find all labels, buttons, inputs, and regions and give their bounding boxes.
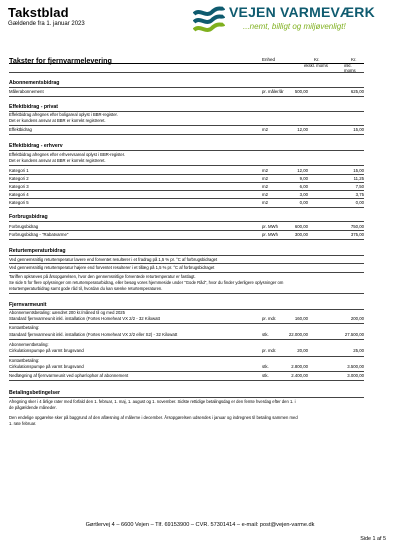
table-row: [9, 363, 364, 370]
logo-slogan: ...nemt, billigt og miljøvenligt!: [243, 22, 346, 31]
row-unit: m2: [262, 184, 268, 189]
row-unit: stk.: [262, 373, 269, 378]
row-label: Forbrugsbidrag: [9, 224, 39, 229]
divider: [9, 165, 364, 166]
divider: [9, 272, 364, 273]
divider: [9, 96, 364, 97]
row-unit: m2: [262, 127, 268, 132]
valid-from-text: Gældende fra 1. januar 2023: [8, 21, 85, 27]
section-heading: Betalingsbetingelser: [9, 390, 61, 396]
row-label: Kategori 2: [9, 176, 29, 181]
note-text: Effektbidrag afregnes efter erhvervsareal oplyst i BBR-register.: [9, 152, 126, 157]
divider: [9, 134, 364, 135]
row-incl: 25,00: [353, 348, 364, 353]
row-excl: 300,00: [294, 232, 308, 237]
divider: [9, 339, 364, 340]
row-unit: pr. MWh: [262, 224, 278, 229]
row-unit: pr. mdr.: [262, 316, 277, 321]
row-incl: 0,00: [355, 200, 364, 205]
paragraph: returtemperaturbidrag samt gode råd til, hvordan du kan sænke returtemperaturen.: [9, 286, 163, 291]
row-label: Målerabonnement: [9, 89, 44, 94]
paragraph: Den endelige opgørelse sker på baggrund af den aflæsning af målerne i december. Årsopgørelsen udsendes i januar og indregnes til betaling sammen med: [9, 415, 298, 420]
divider: [9, 293, 364, 294]
row-excl: 6,00: [299, 184, 308, 189]
row-excl: 20,00: [297, 348, 308, 353]
paragraph: 1. rate februar.: [9, 421, 37, 426]
note-text: Det er kundens ansvar at BBR er korrekt registreret.: [9, 118, 106, 123]
divider: [9, 150, 364, 151]
divider: [9, 323, 364, 324]
table-row: [9, 88, 364, 95]
note-text: Kontantbetaling:: [9, 358, 40, 363]
table-title: Takster for fjernvarmelevering: [9, 56, 112, 65]
row-incl: 3,75: [355, 192, 364, 197]
table-row: [9, 231, 364, 238]
row-incl: 15,00: [353, 127, 364, 132]
row-label: Standard fjernvarmeunit inkl. installation (Fortes Homeheat VX 2/2 eller S2) - 32 Kilowatt: [9, 332, 178, 337]
table-row: [9, 315, 364, 322]
divider: [9, 72, 364, 73]
table-row: [9, 175, 364, 182]
divider: [9, 239, 364, 240]
table-row: [9, 167, 364, 174]
row-incl: 625,00: [350, 89, 364, 94]
section-heading: Effektbidrag - privat: [9, 104, 59, 110]
table-row: [9, 199, 364, 206]
note-text: Abonnementbetaling:: [9, 342, 49, 347]
divider: [9, 255, 364, 256]
row-excl: 12,00: [297, 168, 308, 173]
row-label: Cirkulationspumpe på varmt brugsvand: [9, 348, 84, 353]
row-excl: 12,00: [297, 127, 308, 132]
table-row: [9, 183, 364, 190]
paragraph: Ved gennemsnitlig returtemperatur højere end forventet resulterer i et tillæg på 1,5 % pr. °C af forbrugsbidraget: [9, 265, 215, 270]
row-label: Cirkulationspumpe på varmt brugsvand: [9, 364, 84, 369]
column-kr-excl: Kr.: [314, 57, 320, 62]
section-heading: Returtemperaturbidrag: [9, 248, 66, 254]
table-row: [9, 126, 364, 133]
paragraph: Se side 5 for flere oplysninger om returtemperaturbidrag, eller besøg vores hjemmeside under "Gode Råd", hvor du finder yderligere oplysninger om: [9, 280, 284, 285]
page-title: Takstblad: [8, 5, 69, 20]
row-incl: 11,25: [353, 176, 364, 181]
paragraph: Afregning sker i 4 årlige rater med forfald den 1. februar, 1. maj, 1. august og 1. november. Sidste rettidige betalingsdag er den femte hverdag efter den 1. i: [9, 399, 296, 404]
table-row: [9, 223, 364, 230]
section-heading: Effektbidrag - erhverv: [9, 143, 63, 149]
row-excl: 600,00: [294, 224, 308, 229]
row-excl: 22.000,00: [288, 332, 308, 337]
row-incl: 3.500,00: [347, 364, 364, 369]
row-excl: 0,00: [299, 200, 308, 205]
divider: [9, 63, 364, 64]
row-incl: 15,00: [353, 168, 364, 173]
column-sub-excl: ekskl. moms: [304, 63, 328, 68]
column-unit: Enhed: [262, 57, 276, 62]
note-text: Abonnementsbetaling: uændret 200 kr./måned til og med 2025: [9, 310, 125, 315]
row-incl: 27.500,00: [344, 332, 364, 337]
column-kr-incl: Kr.: [351, 57, 357, 62]
row-incl: 375,00: [350, 232, 364, 237]
row-label: Kategori 3: [9, 184, 29, 189]
divider: [9, 221, 364, 222]
row-unit: pr. mdr.: [262, 348, 277, 353]
row-unit: m2: [262, 176, 268, 181]
row-incl: 7,50: [355, 184, 364, 189]
waves-logo-icon: [193, 4, 225, 34]
row-excl: 160,00: [294, 316, 308, 321]
row-unit: m2: [262, 192, 268, 197]
row-unit: pr. måler/år: [262, 89, 284, 94]
row-incl: 750,00: [350, 224, 364, 229]
row-label: Kategori 4: [9, 192, 29, 197]
row-unit: stk.: [262, 364, 269, 369]
row-incl: 200,00: [350, 316, 364, 321]
divider: [9, 397, 364, 398]
footer-address: Gørtlervej 4 – 6600 Vejen – Tlf. 69153900 – CVR. 57301414 – e-mail: post@vejen-varme.dk: [85, 522, 315, 528]
row-label: Standard fjernvarmeunit inkl. installation (Fortes Homeheat VX 2/2 - 32 Kilowatt: [9, 316, 160, 321]
table-row: [9, 331, 364, 338]
paragraph: Tariffen opkræves på årsopgørelsen, hvor den gennemsnitlige forventede returtemperatur er fastlagt.: [9, 274, 196, 279]
row-label: Forbrugsbidrag - "Rabatvarme": [9, 232, 69, 237]
divider: [9, 356, 364, 357]
row-excl: 500,00: [294, 89, 308, 94]
divider: [9, 263, 364, 264]
row-label: Effektbidrag: [9, 127, 32, 132]
section-heading: Forbrugsbidrag: [9, 214, 48, 220]
row-unit: stk.: [262, 332, 269, 337]
paragraph: Ved gennemsnitlig returtemperatur lavere end forventet resulterer i et fradrag på 1,5 % pr. °C af forbrugsbidraget: [9, 257, 218, 262]
page-number: Side 1 af 5: [360, 536, 386, 542]
row-excl: 3,00: [299, 192, 308, 197]
row-label: Kategori 1: [9, 168, 29, 173]
divider: [9, 207, 364, 208]
row-excl: 9,00: [299, 176, 308, 181]
note-text: Effektbidrag afregnes efter boligareal oplyst i BBR-register.: [9, 112, 118, 117]
note-text: Kontantbetaling:: [9, 325, 40, 330]
note-text: Det er kundens ansvar at BBR er korrekt registreret.: [9, 158, 106, 163]
row-excl: 2.800,00: [291, 364, 308, 369]
table-row: [9, 372, 364, 379]
row-incl: 3.000,00: [347, 373, 364, 378]
divider: [9, 380, 364, 381]
row-unit: m2: [262, 168, 268, 173]
column-sub-incl: inkl. moms: [344, 63, 356, 73]
row-label: Nedlægning af fjernvarmeunit ved ophør/ophør af abonnement: [9, 373, 129, 378]
row-unit: m2: [262, 200, 268, 205]
paragraph: de pågældende måneder.: [9, 405, 57, 410]
row-excl: 2.400,00: [291, 373, 308, 378]
section-heading: Abonnementsbidrag: [9, 80, 60, 86]
company-logo: [193, 2, 393, 38]
logo-name: VEJEN VARMEVÆRK: [229, 4, 375, 20]
table-row: [9, 347, 364, 354]
row-label: Kategori 5: [9, 200, 29, 205]
row-unit: pr. MWh: [262, 232, 278, 237]
table-row: [9, 191, 364, 198]
section-heading: Fjernvarmeunit: [9, 302, 47, 308]
